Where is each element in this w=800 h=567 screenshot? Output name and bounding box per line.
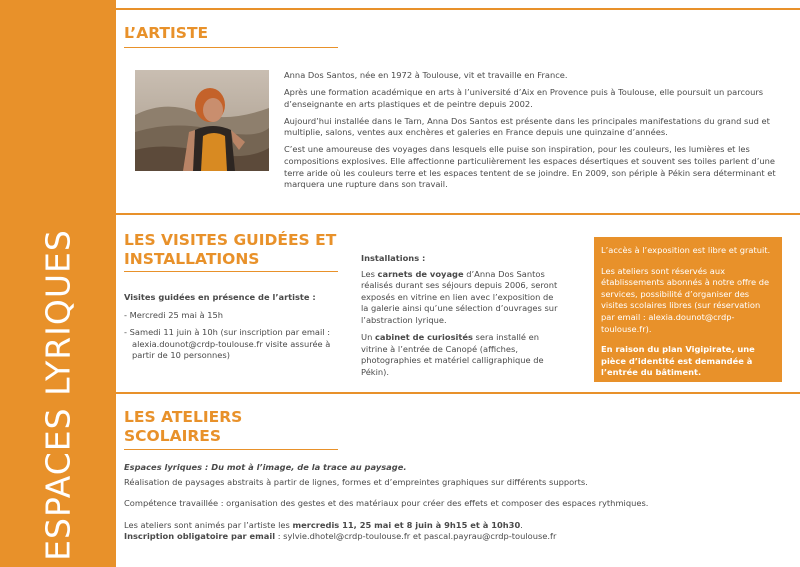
- ateliers-description: Réalisation de paysages abstraits à partir de lignes, formes et d’empreintes graphiques sur différents supports.: [124, 476, 588, 487]
- installations-heading: Installations :: [361, 253, 426, 263]
- text-run: Les ateliers sont animés par l’artiste les: [124, 519, 293, 530]
- installations-paragraph-1: [361, 269, 561, 327]
- artist-photo: [135, 70, 269, 171]
- ateliers-heading-underline: [124, 449, 338, 450]
- artiste-bio: [284, 70, 780, 196]
- text-run: Un: [361, 332, 375, 343]
- visites-heading: [124, 231, 336, 269]
- text-run: sera installé en vitrine à l’entrée de Canopé (affiches, photographies et matériel calligraphique de Pékin).: [361, 332, 544, 377]
- artiste-paragraph: Aujourd’hui installée dans le Tarn, Anna Dos Santos est présente dans les principales manifestations du grand sud et multiplie, salons, ventes aux enchères et galeries en France depuis une quinzaine d’années.: [284, 115, 770, 138]
- visite-item: - Samedi 11 juin à 10h (sur inscription par email : alexia.dounot@crdp-toulouse.fr visite assurée à partir de 10 personnes): [124, 327, 331, 361]
- ateliers-subtitle: Espaces lyriques : Du mot à l’image, de la trace au paysage.: [124, 462, 407, 472]
- ateliers-dates: mercredis 11, 25 mai et 8 juin à 9h15 et à 10h30: [292, 519, 521, 530]
- sidebar-title: ESPACES LYRIQUES: [38, 229, 78, 561]
- artiste-heading-underline: [124, 47, 338, 48]
- artiste-paragraph: Anna Dos Santos, née en 1972 à Toulouse, vit et travaille en France.: [284, 70, 568, 80]
- ateliers-inscription: [124, 531, 784, 543]
- visites-list: [124, 310, 339, 362]
- visites-heading-line1: LES VISITES GUIDÉES ET: [124, 231, 337, 249]
- inscription-label: Inscription obligatoire par email: [124, 531, 276, 542]
- section-divider-2: [116, 392, 800, 394]
- visites-block: [124, 292, 339, 368]
- info-box-vigipirate: En raison du plan Vigipirate, une pièce d’identité est demandée à l’entrée du bâtiment.: [601, 344, 755, 378]
- ateliers-heading: [124, 408, 242, 446]
- ateliers-heading-line1: LES ATELIERS: [124, 408, 243, 426]
- visite-item: - Mercredi 25 mai à 15h: [124, 309, 224, 320]
- ateliers-competence: Compétence travaillée : organisation des gestes et des matériaux pour créer des effets et composer des espaces rythmiques.: [124, 498, 649, 509]
- text-run: .: [520, 519, 523, 530]
- text-run: Les: [361, 268, 378, 279]
- artiste-paragraph: Après une formation académique en arts à l’université d’Aix en Provence puis à Toulouse, elle poursuit un parcours d’enseignante en arts plastiques et de peintre depuis 2002.: [284, 87, 764, 109]
- visites-subheading: Visites guidées en présence de l’artiste :: [124, 292, 316, 302]
- visites-heading-line2: INSTALLATIONS: [124, 250, 260, 268]
- artist-photo-illustration: [135, 70, 269, 171]
- top-frame-line: [116, 8, 800, 10]
- cabinet-de-curiosites-text: cabinet de curiosités: [374, 332, 473, 343]
- inscription-emails: : sylvie.dhotel@crdp-toulouse.fr et pascal.payrau@crdp-toulouse.fr: [275, 531, 557, 542]
- info-box-access: L’accès à l’exposition est libre et gratuit.: [601, 245, 771, 255]
- section-divider-1: [116, 213, 800, 215]
- carnets-de-voyage-text: carnets de voyage: [377, 268, 464, 279]
- sidebar-band: [0, 0, 116, 567]
- info-box: [594, 237, 782, 382]
- ateliers-schedule: [124, 520, 784, 532]
- info-box-workshops: Les ateliers sont réservés aux établissements abonnés à notre offre de services, possibilité d’organiser des visites scolaires libres (sur réservation par email : alexia.dounot@crdp-toulouse.fr).: [601, 265, 770, 334]
- visites-heading-underline: [124, 271, 338, 272]
- installations-paragraph-2: [361, 332, 561, 378]
- artiste-paragraph: C’est une amoureuse des voyages dans lesquels elle puise son inspiration, pour les couleurs, les lumières et les compositions explosives. Elle affectionne particulièrement les espaces désertiques et souvent ses toiles parlent d’une terre aride où les couleurs terre et les espaces tentent de se joindre. En 2009, son périple à Pékin sera déterminant et marquera une rupture dans son travail.: [284, 144, 776, 190]
- artiste-heading: L’ARTISTE: [124, 24, 209, 42]
- ateliers-block: [124, 462, 784, 543]
- ateliers-heading-line2: SCOLAIRES: [124, 427, 222, 445]
- text-run: d’Anna Dos Santos réalisés durant ses séjours depuis 2006, seront exposés en vitrine en lien avec l’exposition de la galerie ainsi qu’une sélection d’ouvrages sur l’abstraction lyrique.: [361, 268, 558, 325]
- installations-block: [361, 253, 561, 384]
